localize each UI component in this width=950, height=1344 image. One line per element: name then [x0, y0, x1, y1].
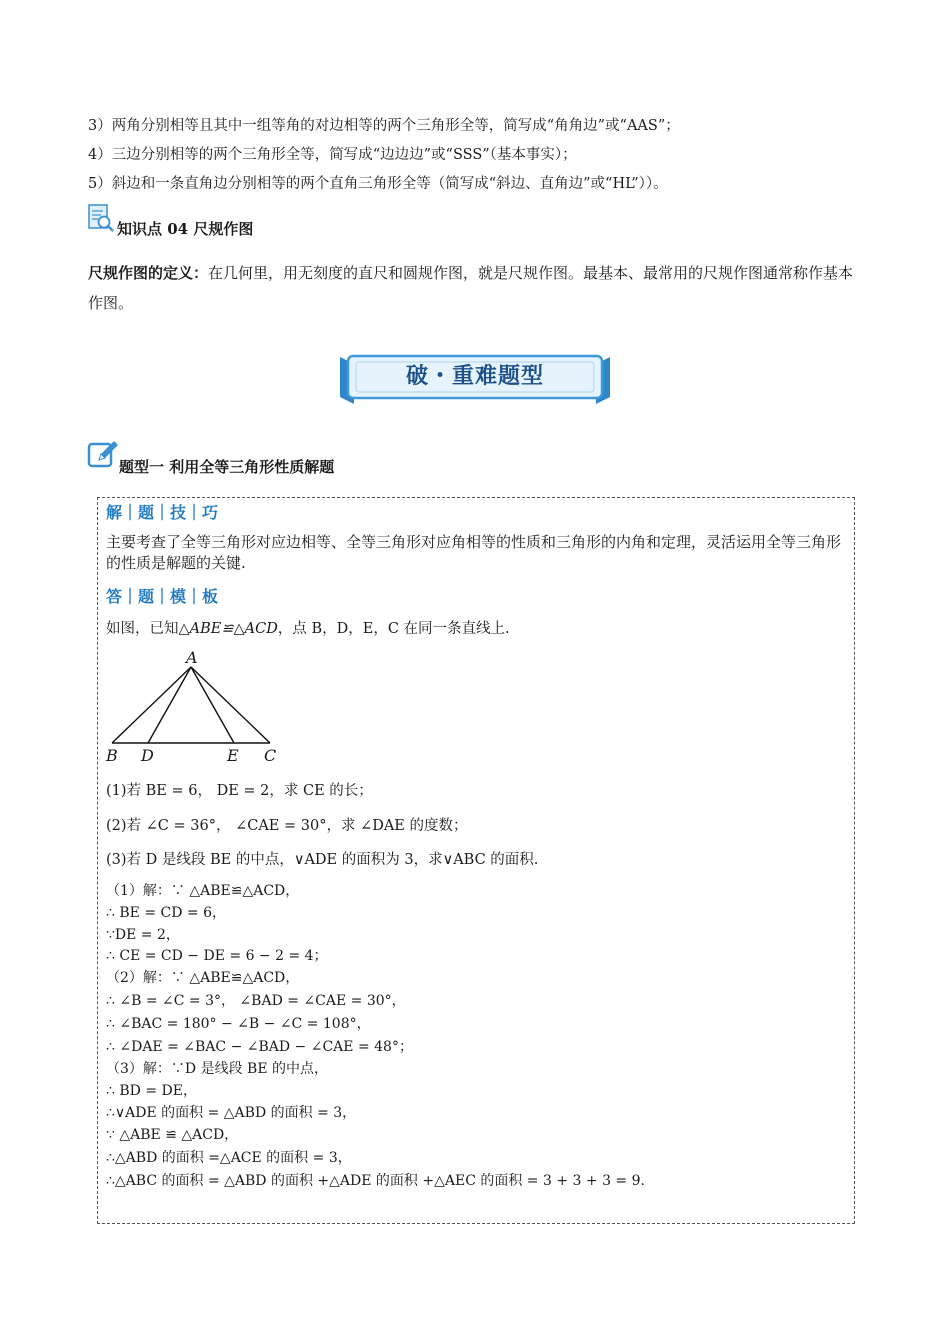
- solution-line: ∴ ∠B = ∠C = 3°， ∠BAD = ∠CAE = 30°，: [106, 993, 406, 1009]
- solution-line: ∴ CE = CD − DE = 6 − 2 = 4；: [106, 948, 328, 964]
- intro-item-3: 3）两角分别相等且其中一组等角的对边相等的两个三角形全等，简写成“角角边”或“AAS”；: [88, 118, 680, 134]
- intro-item-4: 4）三边分别相等的两个三角形全等，简写成“边边边”或“SSS”（基本事实）；: [88, 147, 577, 163]
- template-heading: 答｜题｜模｜板: [106, 587, 219, 606]
- solution-line: （2）解：∵ △ABE≌△ACD，: [106, 970, 300, 986]
- label-e: E: [227, 746, 239, 765]
- solution-line: ∴ BD = DE，: [106, 1083, 197, 1099]
- section-banner: [340, 354, 610, 406]
- question-2: (2)若 ∠C = 36°， ∠CAE = 30°，求 ∠DAE 的度数；: [106, 818, 468, 834]
- definition-term: 尺规作图的定义：: [88, 264, 209, 282]
- definition-paragraph: [88, 258, 868, 318]
- solution-line: ∴△ABC 的面积 = △ABD 的面积 +△ADE 的面积 +△AEC 的面积 = 3 + 3 + 3 = 9.: [106, 1173, 645, 1189]
- segment-ac: [191, 667, 270, 743]
- label-c: C: [264, 746, 277, 765]
- label-a: A: [186, 648, 198, 667]
- solution-line: ∴ BE = CD = 6，: [106, 905, 226, 921]
- solution-line: ∴ ∠BAC = 180° − ∠B − ∠C = 108°，: [106, 1016, 371, 1032]
- solution-line: ∴△ABD 的面积 =△ACE 的面积 = 3，: [106, 1150, 352, 1166]
- question-3: (3)若 D 是线段 BE 的中点，∨ADE 的面积为 3，求∨ABC 的面积.: [106, 852, 539, 868]
- solution-line: ∴ ∠DAE = ∠BAC − ∠BAD − ∠CAE = 48°；: [106, 1039, 413, 1055]
- question-type-title: 题型一 利用全等三角形性质解题: [119, 458, 335, 476]
- solution-line: ∴∨ADE 的面积 = △ABD 的面积 = 3，: [106, 1105, 357, 1121]
- magnifier-document-icon: [86, 203, 116, 233]
- pencil-edit-icon: [87, 438, 119, 470]
- intro-item-5: 5）斜边和一条直角边分别相等的两个直角三角形全等（简写成“斜边、直角边”或“HL”））。: [88, 176, 668, 192]
- stem-prefix: 如图，已知: [106, 621, 179, 637]
- segment-ad: [148, 667, 191, 743]
- definition-text: 在几何里，用无刻度的直尺和圆规作图，就是尺规作图。最基本、最常用的尺规作图通常称作基本作图。: [88, 264, 854, 312]
- stem-suffix: ，点 B，D，E，C 在同一条直线上.: [277, 621, 510, 637]
- solution-line: ∵DE = 2，: [106, 927, 180, 943]
- segment-ae: [191, 667, 234, 743]
- tips-text: 主要考查了全等三角形对应边相等、全等三角形对应角相等的性质和三角形的内角和定理，灵活运用全等三角形的性质是解题的关键.: [106, 533, 842, 572]
- label-d: D: [141, 746, 154, 765]
- question-1: (1)若 BE = 6， DE = 2，求 CE 的长；: [106, 783, 373, 799]
- solution-line: （1）解：∵ △ABE≌△ACD，: [106, 883, 300, 899]
- stem-formula: △ABE≌△ACD: [178, 621, 278, 637]
- banner-text: 破・重难题型: [405, 364, 544, 389]
- triangle-figure: [100, 645, 300, 770]
- solution-line: ∵ △ABE ≌ △ACD，: [106, 1127, 239, 1143]
- problem-stem: [106, 617, 510, 638]
- knowledge-point-title: 知识点 04 尺规作图: [117, 220, 254, 238]
- label-b: B: [106, 746, 118, 765]
- segment-ab: [112, 667, 191, 743]
- tips-heading: 解｜题｜技｜巧: [106, 503, 219, 522]
- solution-line: （3）解：∵D 是线段 BE 的中点，: [106, 1061, 328, 1077]
